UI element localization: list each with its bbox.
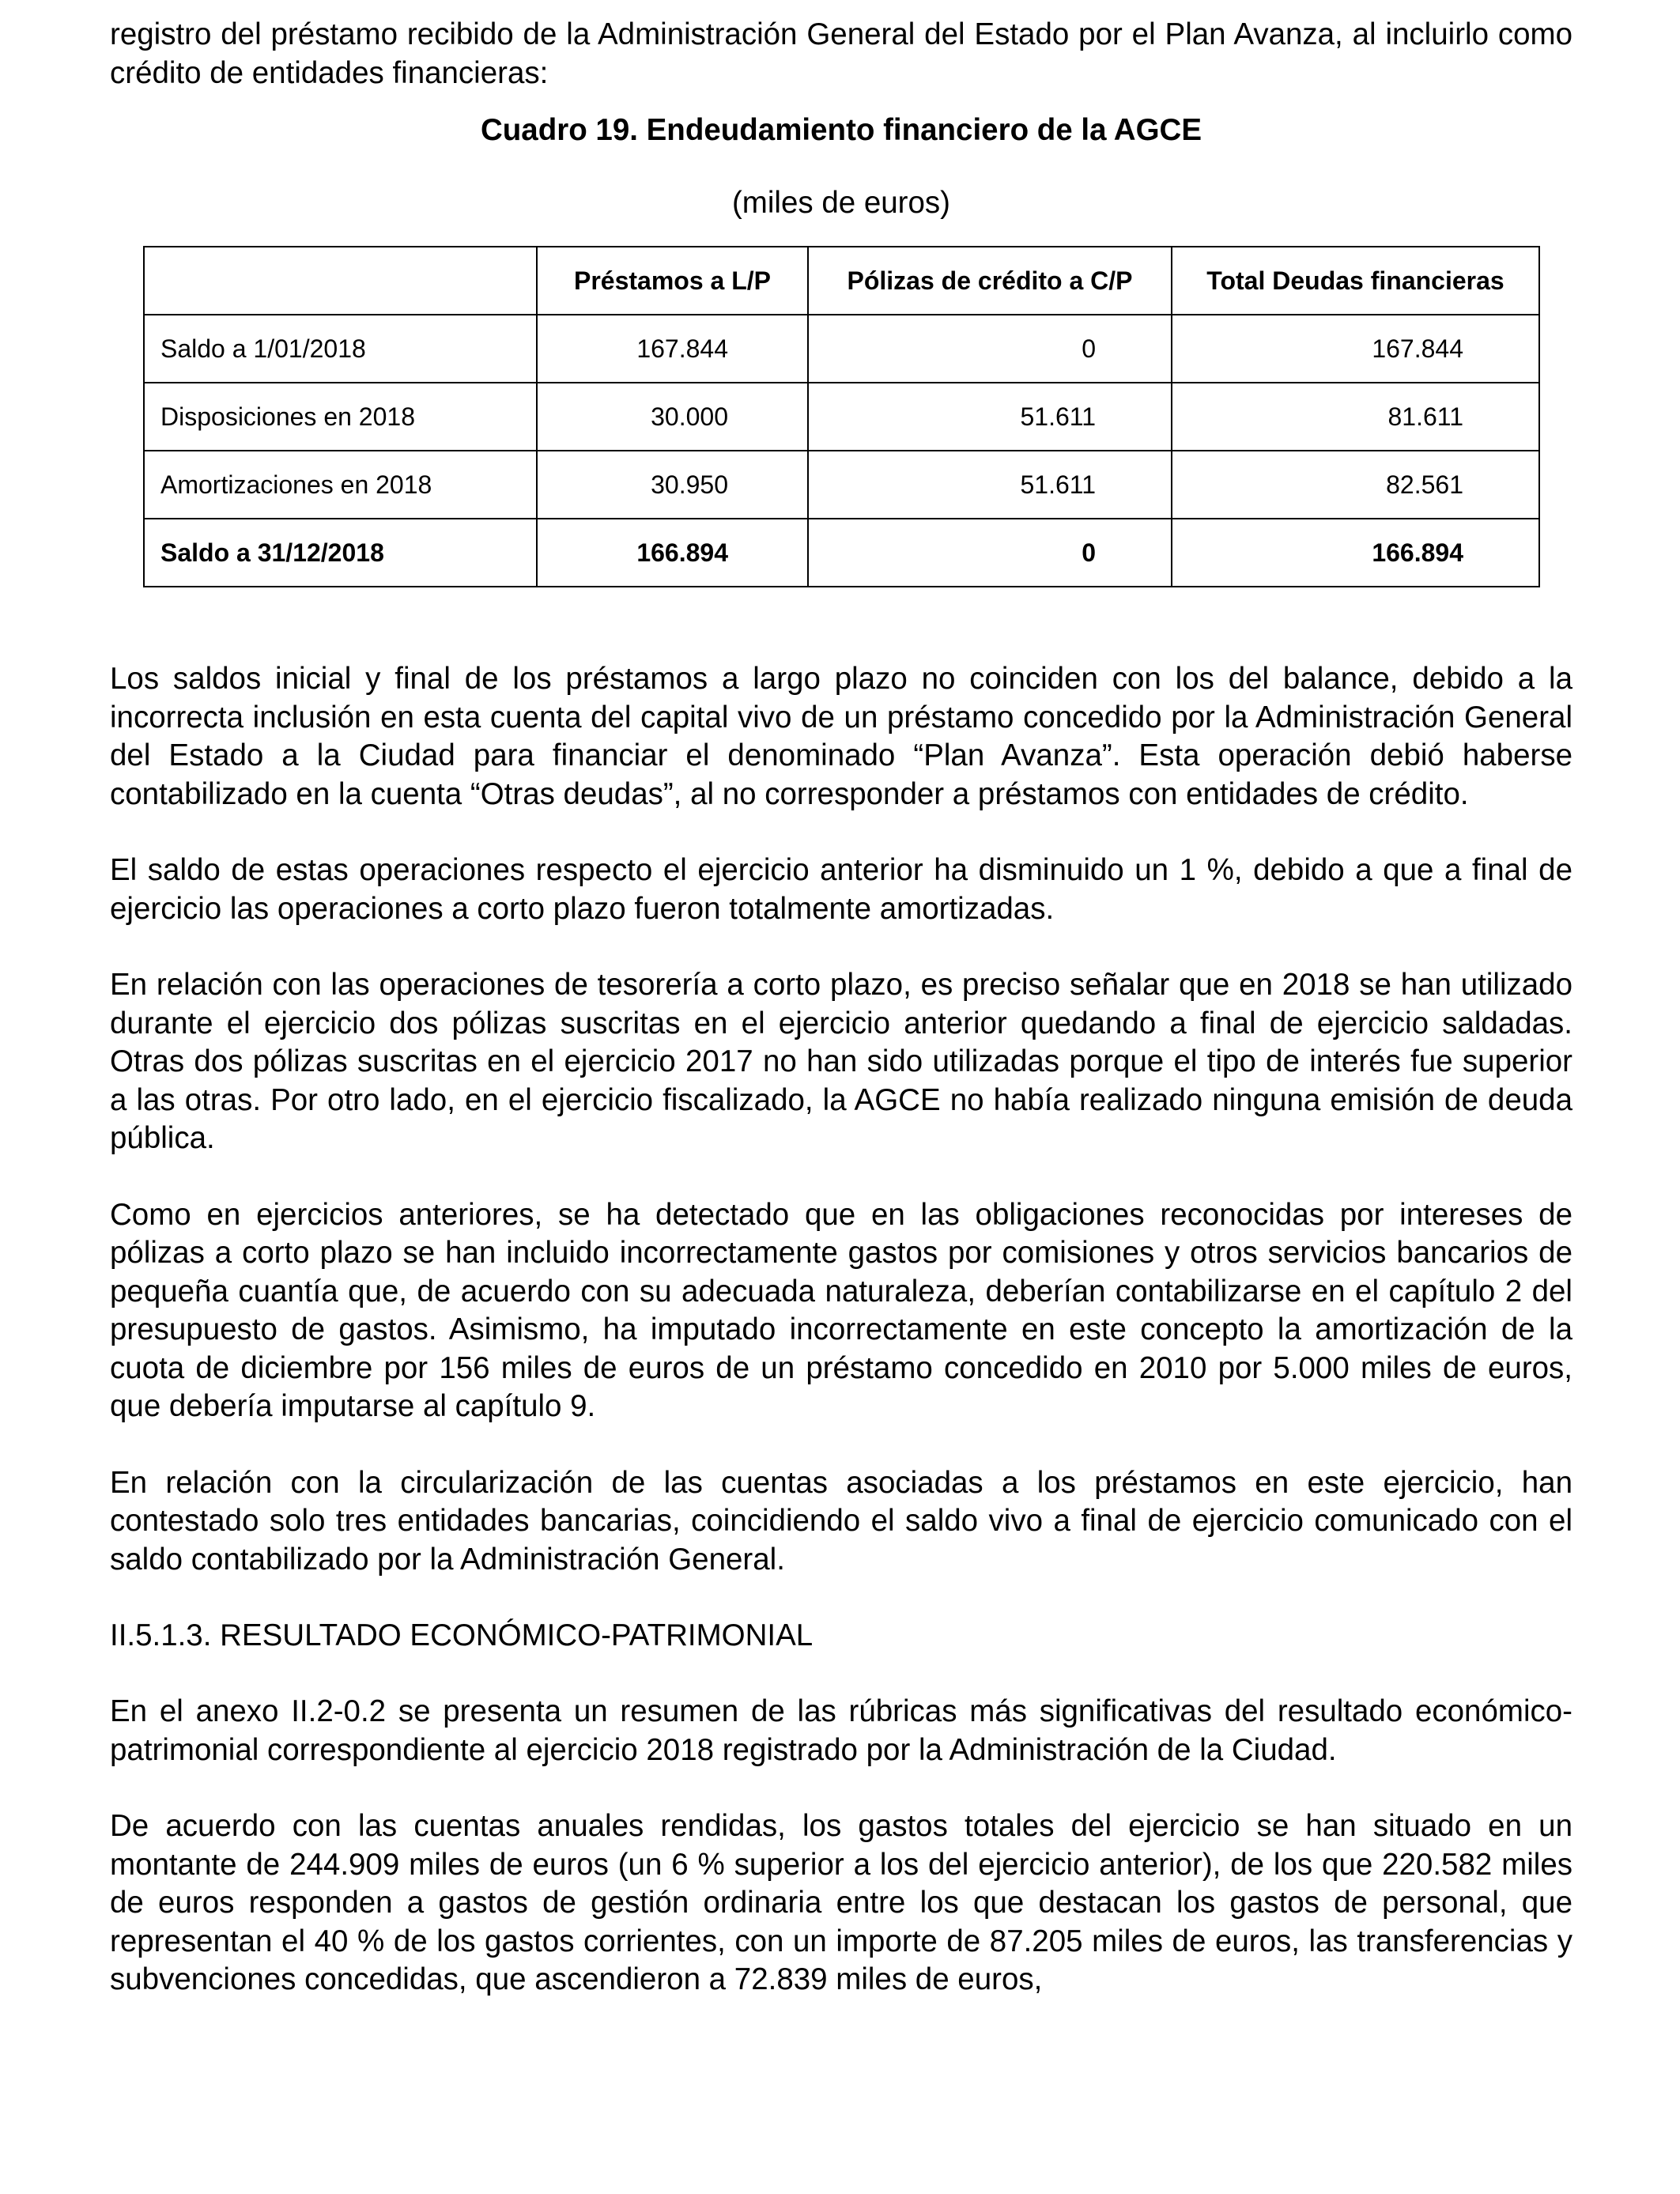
debt-table bbox=[143, 246, 1540, 587]
table-title: Cuadro 19. Endeudamiento financiero de la AGCE bbox=[480, 113, 1202, 147]
cell-loans: 30.000 bbox=[537, 383, 808, 451]
intro-paragraph: registro del préstamo recibido de la Administración General del Estado por el Plan Avanza, al incluirlo como crédito de entidades financieras: bbox=[110, 17, 1572, 90]
section-heading: II.5.1.3. RESULTADO ECONÓMICO-PATRIMONIAL bbox=[110, 1618, 814, 1652]
table-header-row bbox=[144, 247, 1539, 315]
row-label: Amortizaciones en 2018 bbox=[144, 451, 537, 519]
cell-total: 81.611 bbox=[1172, 383, 1539, 451]
document-page bbox=[110, 16, 1572, 2000]
cell-loans: 167.844 bbox=[537, 315, 808, 383]
cell-loans: 30.950 bbox=[537, 451, 808, 519]
cell-credit: 0 bbox=[808, 519, 1172, 587]
table-row bbox=[144, 451, 1539, 519]
cell-credit: 0 bbox=[808, 315, 1172, 383]
paragraph-5: En relación con la circularización de las cuentas asociadas a los préstamos en este ejercicio, han contestado solo tres entidades bancarias, coincidiendo el saldo vivo a final de ejercicio comunicado con el saldo contabilizado por la Administración General. bbox=[110, 1465, 1572, 1577]
table-header-total: Total Deudas financieras bbox=[1172, 247, 1539, 315]
cell-loans: 166.894 bbox=[537, 519, 808, 587]
cell-total: 166.894 bbox=[1172, 519, 1539, 587]
table-row bbox=[144, 383, 1539, 451]
cell-credit: 51.611 bbox=[808, 383, 1172, 451]
table-row bbox=[144, 315, 1539, 383]
paragraph-3: En relación con las operaciones de tesorería a corto plazo, es preciso señalar que en 2018 se han utilizado durante el ejercicio dos pólizas suscritas en el ejercicio anterior quedando a final de ejercicio saldadas. Otras dos pólizas suscritas en el ejercicio 2017 no han sido utilizadas porque el tipo de interés fue superior a las otras. Por otro lado, en el ejercicio fiscalizado, la AGCE no había realizado ninguna emisión de deuda pública. bbox=[110, 968, 1572, 1155]
paragraph-6: En el anexo II.2-0.2 se presenta un resumen de las rúbricas más significativas del resultado económico-patrimonial correspondiente al ejercicio 2018 registrado por la Administración de la Ciudad. bbox=[110, 1694, 1572, 1767]
row-label: Disposiciones en 2018 bbox=[144, 383, 537, 451]
table-row-total bbox=[144, 519, 1539, 587]
cell-total: 167.844 bbox=[1172, 315, 1539, 383]
cell-total: 82.561 bbox=[1172, 451, 1539, 519]
paragraph-7: De acuerdo con las cuentas anuales rendidas, los gastos totales del ejercicio se han situado en un montante de 244.909 miles de euros (un 6 % superior a los del ejercicio anterior), de los que 220.582 miles de euros responden a gastos de gestión ordinaria entre los que destacan los gastos de personal, que representan el 40 % de los gastos corrientes, con un importe de 87.205 miles de euros, las transferencias y subvenciones concedidas, que ascendieron a 72.839 miles de euros, bbox=[110, 1809, 1572, 1996]
table-units: (miles de euros) bbox=[731, 186, 950, 220]
row-label: Saldo a 1/01/2018 bbox=[144, 315, 537, 383]
table-header-credit-policies: Pólizas de crédito a C/P bbox=[808, 247, 1172, 315]
cell-credit: 51.611 bbox=[808, 451, 1172, 519]
paragraph-2: El saldo de estas operaciones respecto el ejercicio anterior ha disminuido un 1 %, debido a que a final de ejercicio las operaciones a corto plazo fueron totalmente amortizadas. bbox=[110, 853, 1572, 926]
table-header-empty bbox=[144, 247, 537, 315]
table-header-loans: Préstamos a L/P bbox=[537, 247, 808, 315]
row-label: Saldo a 31/12/2018 bbox=[144, 519, 537, 587]
paragraph-1: Los saldos inicial y final de los préstamos a largo plazo no coinciden con los del balance, debido a la incorrecta inclusión en esta cuenta del capital vivo de un préstamo concedido por la Administración General del Estado a la Ciudad para financiar el denominado “Plan Avanza”. Esta operación debió haberse contabilizado en la cuenta “Otras deudas”, al no corresponder a préstamos con entidades de crédito. bbox=[110, 662, 1572, 811]
paragraph-4: Como en ejercicios anteriores, se ha detectado que en las obligaciones reconocidas por intereses de pólizas a corto plazo se han incluido incorrectamente gastos por comisiones y otros servicios bancarios de pequeña cuantía que, de acuerdo con su adecuada naturaleza, deberían contabilizarse en el capítulo 2 del presupuesto de gastos. Asimismo, ha imputado incorrectamente en este concepto la amortización de la cuota de diciembre por 156 miles de euros de un préstamo concedido en 2010 por 5.000 miles de euros, que debería imputarse al capítulo 9. bbox=[110, 1197, 1572, 1423]
